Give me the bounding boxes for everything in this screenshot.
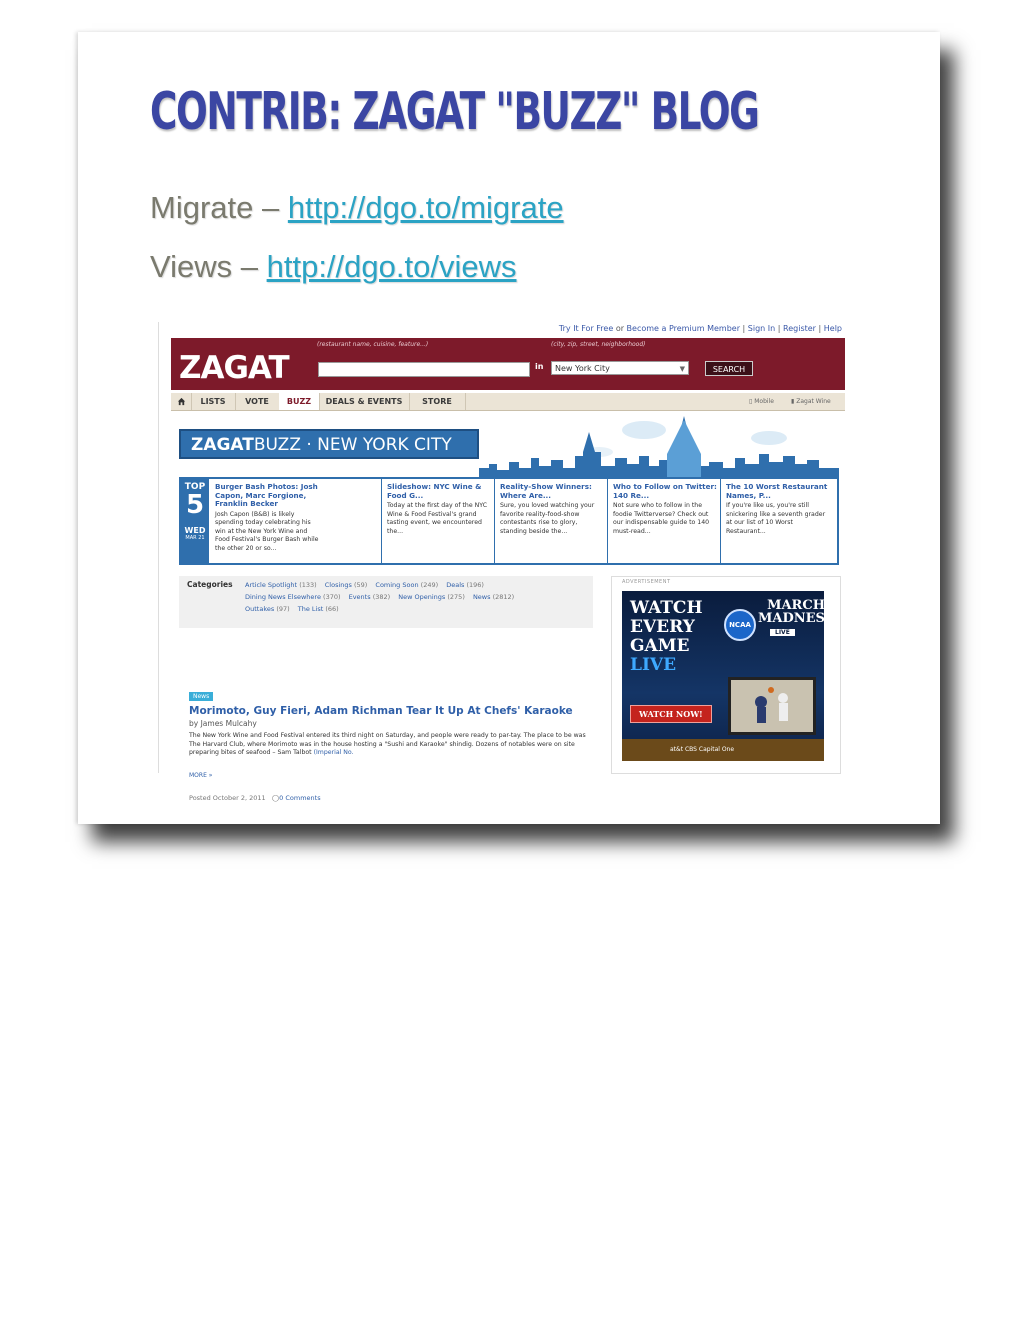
location-hint: (city, zip, street, neighborhood) [551, 341, 646, 348]
city-value: New York City [555, 364, 610, 373]
migrate-link[interactable]: http://dgo.to/migrate [287, 190, 564, 225]
bullet-views [150, 249, 516, 285]
nav-bar [171, 393, 845, 411]
story-text: Not sure who to follow in the foodie Twitterverse? Check out our indispensable guide to 140 must-read... [613, 502, 710, 535]
search-input[interactable] [318, 362, 530, 377]
zagat-buzz-banner[interactable] [179, 429, 479, 459]
top-links [559, 324, 842, 333]
story-item[interactable] [500, 483, 606, 536]
posted-date: Posted October 2, 2011 [189, 794, 266, 802]
zagat-header [171, 338, 845, 390]
comment-icon: ◯ [271, 794, 280, 802]
register-link[interactable]: Register [783, 324, 816, 333]
march-madness-ad[interactable] [622, 591, 835, 761]
category-link[interactable]: Events (382) [348, 593, 391, 601]
home-icon[interactable] [171, 393, 192, 410]
mobile-link[interactable]: ▯ Mobile [749, 398, 774, 405]
ad-game: GAME [630, 636, 690, 656]
post-meta [189, 794, 321, 802]
story-divider [720, 479, 721, 563]
search-button[interactable]: SEARCH [705, 361, 753, 376]
ncaa-logo: NCAA [724, 609, 756, 641]
category-link[interactable]: Deals (196) [446, 581, 484, 589]
category-link[interactable]: The List (66) [297, 605, 339, 613]
ad-footer [622, 739, 824, 761]
category-link[interactable]: Dining News Elsewhere (370) [245, 593, 341, 601]
story-title: Slideshow: NYC Wine & Food G... [387, 482, 482, 500]
chevron-down-icon: ▼ [679, 365, 685, 373]
banner-bold: ZAGAT [191, 435, 254, 455]
category-link[interactable]: Outtakes (97) [245, 605, 290, 613]
ad-panel [611, 576, 841, 774]
story-title: Burger Bash Photos: Josh Capon, Marc Forgione, Franklin Becker [215, 482, 318, 508]
story-divider [494, 479, 495, 563]
premium-link[interactable]: Become a Premium Member [626, 324, 740, 333]
slide-title: CONTRIB: ZAGAT "BUZZ" BLOG [150, 82, 759, 142]
zagat-screenshot [158, 322, 862, 802]
slide [78, 32, 940, 824]
article-title[interactable]: Morimoto, Guy Fieri, Adam Richman Tear It Up At Chefs' Karaoke [189, 705, 573, 717]
top-five-box [179, 477, 839, 565]
category-link[interactable]: New Openings (275) [398, 593, 465, 601]
top-date: MAR 21 [185, 535, 205, 541]
categories-panel [179, 576, 593, 628]
bullet-label: Migrate – [150, 190, 288, 225]
comments-link[interactable]: 0 Comments [279, 794, 321, 802]
banner-text [191, 435, 452, 455]
city-select[interactable] [551, 361, 689, 375]
march-madness-logo [758, 599, 834, 625]
ad-march: MARCH [767, 598, 825, 613]
story-item[interactable] [613, 483, 719, 536]
story-text: Josh Capon (B&B) is likely spending today celebrating his win at the New York Wine and Food Festival's Burger Bash while the other 20 or so... [215, 510, 319, 552]
top-day: WED [184, 526, 206, 535]
top-five-badge [181, 479, 209, 563]
nav-store[interactable]: STORE [409, 393, 466, 410]
story-text: If you're like us, you're still snickering like a seventh grader at our list of 10 Worst Restaurant... [726, 502, 826, 535]
zagat-wine-link[interactable]: ▮ Zagat Wine [791, 398, 831, 405]
laptop-screen-image [728, 677, 816, 735]
article-byline: by James Mulcahy [189, 719, 257, 728]
story-divider [607, 479, 608, 563]
nav-deals-events[interactable]: DEALS & EVENTS [319, 393, 410, 410]
ad-every: EVERY [630, 617, 695, 637]
article-inline-link[interactable]: (Imperial No. [313, 749, 354, 757]
story-title: Reality-Show Winners: Where Are... [500, 482, 592, 500]
ad-label: ADVERTISEMENT [622, 579, 671, 585]
banner-rest: BUZZ · NEW YORK CITY [253, 435, 452, 455]
top-number: 5 [185, 490, 205, 520]
ad-madness: MADNESS [758, 611, 835, 626]
story-text: Today at the first day of the NYC Wine & Food Festival's grand tasting event, we encountered the... [387, 502, 488, 535]
help-link[interactable]: Help [823, 324, 842, 333]
bullet-migrate [150, 190, 564, 226]
categories-label: Categories [187, 580, 233, 589]
more-link[interactable]: MORE » [189, 772, 213, 779]
categories-list [245, 579, 585, 615]
divider: | [777, 324, 781, 333]
story-text: Sure, you loved watching your favorite reality-food-show contestants rise to glory, standing beside the... [500, 502, 595, 535]
in-label: in [535, 362, 544, 371]
top-label: TOP [184, 482, 206, 492]
zagat-logo[interactable]: ZAGAT [179, 350, 289, 386]
story-item[interactable] [215, 483, 321, 553]
ad-madness-live: LIVE [770, 629, 795, 636]
ad-watch: WATCH [630, 598, 703, 618]
views-link[interactable]: http://dgo.to/views [266, 249, 517, 284]
article-text: The New York Wine and Food Festival entered its third night on Saturday, and people were ready to par-tay. The place to be was The Harvard Club, where Morimoto was in the house hosting a "Sushi and Karaoke" shindig. Dozens of notables were on site preparing bites of seafood – Sam Talbot [189, 732, 586, 757]
mobile-label: Mobile [754, 398, 774, 405]
watch-now-button[interactable]: WATCH NOW! [630, 705, 712, 723]
story-divider [381, 479, 382, 563]
sponsor-logos: at&t CBS Capital One [670, 746, 735, 753]
nav-vote[interactable]: VOTE [235, 393, 280, 410]
story-title: The 10 Worst Restaurant Names, P... [726, 482, 828, 500]
category-link[interactable]: News (2812) [472, 593, 515, 601]
story-title: Who to Follow on Twitter: 140 Re... [613, 482, 717, 500]
search-hint: (restaurant name, cuisine, feature...) [317, 341, 429, 348]
wine-label: Zagat Wine [796, 398, 831, 405]
nav-lists[interactable]: LISTS [191, 393, 236, 410]
category-link[interactable]: Closings (59) [324, 581, 368, 589]
divider: | [818, 324, 822, 333]
ad-live: LIVE [630, 655, 677, 675]
story-item[interactable] [387, 483, 493, 536]
sign-in-link[interactable]: Sign In [747, 324, 776, 333]
article-body [189, 732, 589, 758]
category-link[interactable]: Coming Soon (249) [375, 581, 439, 589]
bullet-label: Views – [150, 249, 267, 284]
category-link[interactable]: Article Spotlight (133) [245, 581, 317, 589]
try-free-link[interactable]: Try It For Free [558, 324, 614, 333]
story-item[interactable] [726, 483, 832, 536]
ad-headline [630, 599, 703, 675]
or-text: or [615, 324, 624, 333]
news-tag[interactable]: News [189, 692, 213, 701]
nav-buzz[interactable]: BUZZ [279, 393, 320, 410]
divider: | [742, 324, 746, 333]
